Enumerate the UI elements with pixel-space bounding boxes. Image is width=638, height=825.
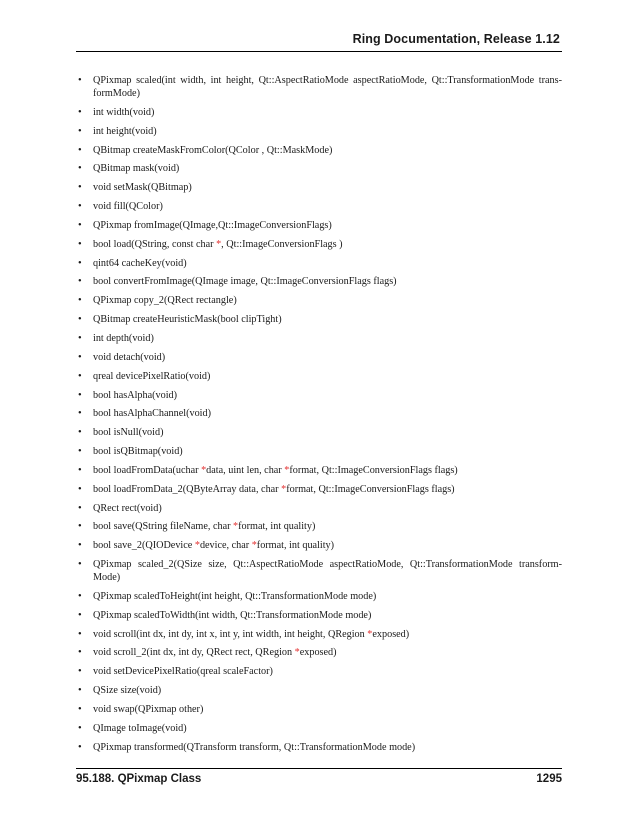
list-item <box>76 539 562 552</box>
signature-text: format, Qt::ImageConversionFlags flags) <box>289 464 458 476</box>
signature-text: QBitmap createHeuristicMask(bool clipTight) <box>93 314 282 326</box>
pointer-asterisk: * <box>201 464 207 476</box>
list-item <box>76 275 562 288</box>
page-number: 1295 <box>536 773 562 785</box>
signature-text: void detach(void) <box>93 351 166 363</box>
signature-text: int depth(void) <box>93 332 154 344</box>
section-label: 95.188. QPixmap Class <box>76 773 202 785</box>
list-item <box>76 257 562 270</box>
list-item <box>76 684 562 697</box>
signature-text: void swap(QPixmap other) <box>93 704 204 715</box>
signature-text: bool hasAlpha(void) <box>93 389 178 401</box>
signature-text: bool load(QString, const char <box>93 238 217 250</box>
signature-text: QBitmap mask(void) <box>93 163 180 175</box>
list-item <box>76 74 562 100</box>
pointer-asterisk: * <box>194 540 200 552</box>
signature-text: void scroll_2(int dx, int dy, QRect rect, QRegion <box>93 647 295 659</box>
pointer-asterisk: * <box>216 238 222 250</box>
signature-text: QPixmap scaled(int width, int height, Qt::AspectRatioMode aspectRatioMode, Qt::TransformationMode trans-formMode) <box>93 75 562 99</box>
signature-text: format, int quality) <box>256 540 335 552</box>
list-item <box>76 502 562 515</box>
list-item <box>76 125 562 138</box>
pointer-asterisk: * <box>284 464 290 476</box>
list-item <box>76 741 562 754</box>
pointer-asterisk: * <box>294 647 300 659</box>
pointer-asterisk: * <box>367 628 373 640</box>
list-item <box>76 722 562 735</box>
list-item <box>76 609 562 622</box>
signature-text: QImage toImage(void) <box>93 722 187 734</box>
list-item <box>76 313 562 326</box>
signature-text: bool isNull(void) <box>93 427 164 439</box>
signature-text: exposed) <box>299 647 337 659</box>
signature-text: bool loadFromData_2(QByteArray data, char <box>93 483 282 495</box>
signature-text: bool convertFromImage(QImage image, Qt::ImageConversionFlags flags) <box>93 276 397 288</box>
signature-text: void scroll(int dx, int dy, int x, int y, int width, int height, QRegion <box>93 628 368 640</box>
signature-text: QPixmap scaledToHeight(int height, Qt::TransformationMode mode) <box>93 590 377 602</box>
signature-text: QPixmap scaled_2(QSize size, Qt::AspectRatioMode aspectRatioMode, Qt::TransformationMode transform-Mode) <box>93 559 562 584</box>
signature-text: format, Qt::ImageConversionFlags flags) <box>286 483 455 495</box>
list-item <box>76 628 562 641</box>
list-item <box>76 238 562 251</box>
signature-text: QPixmap copy_2(QRect rectangle) <box>93 295 237 307</box>
list-item <box>76 520 562 533</box>
signature-text: bool save(QString fileName, char <box>93 521 234 533</box>
signature-text: QPixmap transformed(QTransform transform, Qt::TransformationMode mode) <box>93 741 416 753</box>
signature-text: qreal devicePixelRatio(void) <box>93 370 211 382</box>
list-item <box>76 646 562 659</box>
list-item <box>76 106 562 119</box>
list-item <box>76 332 562 345</box>
signature-text: void setMask(QBitmap) <box>93 182 192 194</box>
pointer-asterisk: * <box>251 540 257 552</box>
signature-text: bool isQBitmap(void) <box>93 446 183 458</box>
signature-text: exposed) <box>372 628 410 640</box>
signature-text: format, int quality) <box>238 521 316 533</box>
list-item <box>76 703 562 716</box>
signature-text: data, uint len, char <box>206 464 285 476</box>
signature-text: QPixmap scaledToWidth(int width, Qt::TransformationMode mode) <box>93 609 372 621</box>
signature-text: void fill(QColor) <box>93 201 163 213</box>
footer-divider <box>76 768 562 769</box>
list-item <box>76 144 562 157</box>
list-item <box>76 407 562 420</box>
list-item <box>76 162 562 175</box>
signature-text: QBitmap createMaskFromColor(QColor , Qt::MaskMode) <box>93 144 333 156</box>
signature-text: int width(void) <box>93 106 155 118</box>
signature-text: , Qt::ImageConversionFlags ) <box>221 238 343 250</box>
signature-text: qint64 cacheKey(void) <box>93 257 187 269</box>
list-item <box>76 426 562 439</box>
list-item <box>76 351 562 364</box>
signature-text: QRect rect(void) <box>93 502 162 514</box>
list-item <box>76 219 562 232</box>
signature-text: int height(void) <box>93 125 157 137</box>
list-item <box>76 665 562 678</box>
signature-text: void setDevicePixelRatio(qreal scaleFactor) <box>93 666 273 678</box>
list-item <box>76 294 562 307</box>
list-item <box>76 181 562 194</box>
signature-text: bool save_2(QIODevice <box>93 540 195 552</box>
pointer-asterisk: * <box>233 521 239 533</box>
list-item <box>76 370 562 383</box>
list-item <box>76 200 562 213</box>
list-item <box>76 445 562 458</box>
pointer-asterisk: * <box>281 483 287 495</box>
list-item <box>76 483 562 496</box>
list-item <box>76 389 562 402</box>
signature-text: bool hasAlphaChannel(void) <box>93 408 211 420</box>
running-header: Ring Documentation, Release 1.12 <box>352 32 560 46</box>
method-list <box>76 74 562 760</box>
list-item <box>76 464 562 477</box>
signature-text: bool loadFromData(uchar <box>93 464 202 476</box>
list-item <box>76 558 562 584</box>
list-item <box>76 590 562 603</box>
signature-text: QSize size(void) <box>93 685 162 697</box>
signature-text: device, char <box>199 540 252 552</box>
header-divider <box>76 51 562 52</box>
signature-text: QPixmap fromImage(QImage,Qt::ImageConversionFlags) <box>93 219 332 231</box>
